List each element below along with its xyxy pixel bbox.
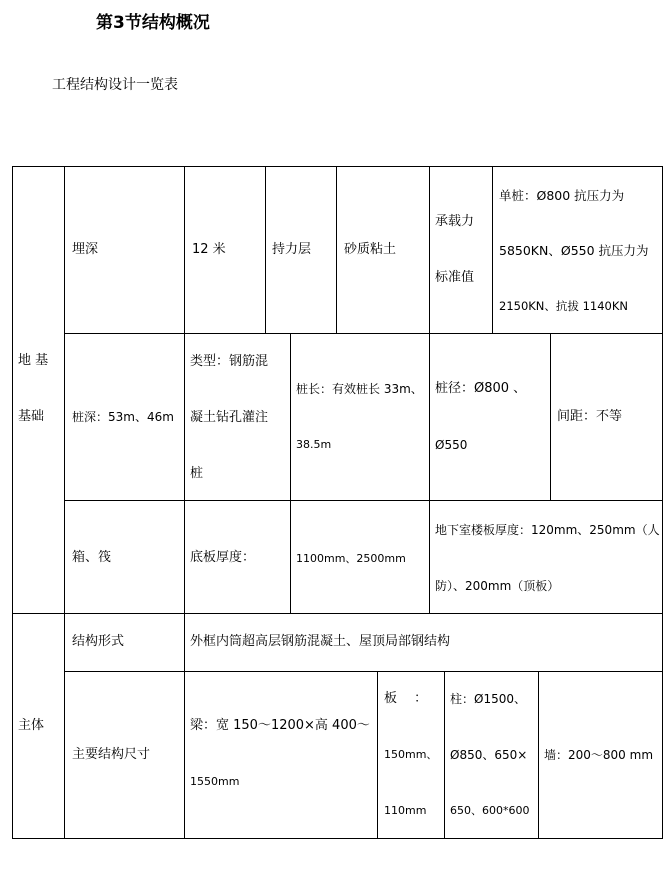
section-heading: 第3节结构概况: [96, 13, 210, 33]
pile-type-line: 凝土钻孔灌注: [190, 410, 269, 425]
pile-type-line: 类型：钢筋混: [190, 354, 269, 369]
pile-type-line: 桩: [190, 466, 204, 481]
bearing-capacity-line: 单桩：Ø800 抗压力为: [499, 188, 625, 203]
structure-form-value: 外框内筒超高层钢筋混凝土、屋顶局部钢结构: [190, 634, 451, 649]
pile-diameter: [435, 380, 526, 454]
bearing-capacity-line: 2150KN、抗拔 1140KN: [499, 299, 628, 313]
burial-depth-value: 12 米: [192, 242, 226, 257]
beam-size-line: 1550mm: [190, 775, 240, 788]
beam-size: [190, 717, 370, 791]
table-line: [336, 166, 337, 333]
column-size: [450, 690, 530, 820]
bearing-capacity-line: 5850KN、Ø550 抗压力为: [499, 243, 649, 258]
table-line: [64, 166, 65, 839]
foundation-label: [18, 352, 48, 426]
bearing-capacity-label: [435, 213, 474, 287]
pile-diameter-line: 桩径：Ø800 、: [435, 381, 527, 396]
table-line: [184, 166, 185, 839]
table-line: [538, 671, 539, 838]
structure-form-label: 结构形式: [72, 634, 125, 649]
table-line: [12, 838, 663, 839]
bearing-capacity-label-line: 承载力: [435, 214, 475, 229]
pile-type: [190, 353, 268, 483]
slab-thickness-value: 1100mm、2500mm: [296, 552, 406, 565]
burial-depth-label: 埋深: [72, 242, 99, 257]
foundation-label-line: 地 基: [18, 353, 49, 368]
pile-length-line: 桩长：有效桩长 33m、: [296, 382, 423, 396]
basement-slab-line: 防）、200mm（顶板）: [435, 579, 560, 593]
table-line: [429, 166, 430, 333]
slab-size: [384, 690, 437, 820]
basement-slab-line: 地下室楼板厚度：120mm、250mm（人: [435, 523, 660, 537]
table-line: [265, 166, 266, 333]
table-line: [290, 333, 291, 613]
pile-spacing: 间距：不等: [557, 409, 623, 424]
column-size-line: 650、600*600: [450, 804, 530, 817]
pile-length: [296, 380, 423, 454]
bearing-capacity-label-line: 标准值: [435, 270, 475, 285]
slab-size-line: 板 ：: [384, 691, 428, 706]
structure-design-table: [12, 166, 663, 839]
table-line: [12, 166, 663, 167]
table-line: [64, 333, 663, 334]
table-line: [64, 671, 663, 672]
raft-label: 箱、筏: [72, 550, 112, 565]
column-size-line: Ø850、650×: [450, 748, 528, 762]
column-size-line: 柱：Ø1500、: [450, 692, 526, 706]
wall-size: 墙：200～800 mm: [544, 748, 654, 762]
bearing-layer-value: 砂质粘土: [344, 242, 397, 257]
table-caption: 工程结构设计一览表: [52, 77, 178, 93]
pile-depth: 桩深：53m、46m: [72, 410, 174, 424]
table-line: [12, 613, 663, 614]
main-body-label: 主体: [18, 718, 45, 733]
beam-size-line: 梁：宽 150～1200×高 400～: [190, 718, 370, 733]
slab-size-line: 110mm: [384, 804, 427, 817]
table-line: [550, 333, 551, 500]
slab-thickness-label: 底板厚度：: [190, 550, 256, 565]
table-line: [429, 333, 430, 613]
table-line: [492, 166, 493, 333]
table-line: [377, 671, 378, 838]
pile-length-line: 38.5m: [296, 438, 332, 451]
table-line: [12, 166, 13, 839]
main-size-label: 主要结构尺寸: [72, 747, 151, 762]
bearing-capacity-value: [499, 187, 649, 315]
slab-size-line: 150mm、: [384, 748, 438, 761]
table-line: [444, 671, 445, 838]
basement-slab-thickness: [435, 521, 660, 595]
foundation-label-line: 基础: [18, 409, 45, 424]
bearing-layer-label: 持力层: [272, 242, 312, 257]
table-line: [662, 166, 663, 839]
table-line: [64, 500, 663, 501]
pile-diameter-line: Ø550: [435, 438, 468, 452]
